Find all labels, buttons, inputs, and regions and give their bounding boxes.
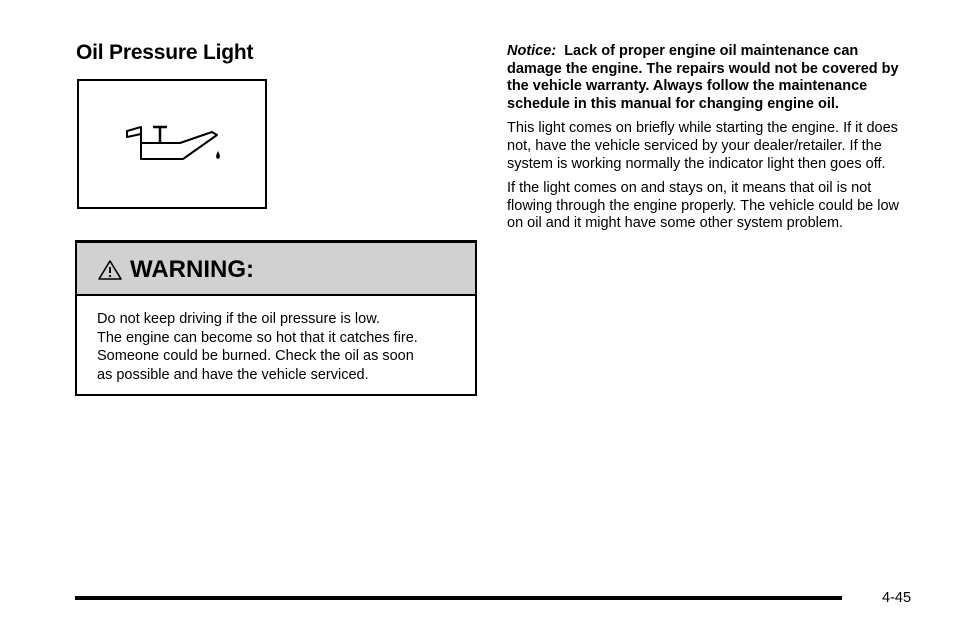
notice-text: Lack of proper engine oil maintenance can damage the engine. The repairs would not be covered by the vehicle warranty. Always follow the maintenance schedule in this manual for changing engine oil. xyxy=(507,43,899,112)
section-title: Oil Pressure Light xyxy=(76,41,254,64)
page-number: 4-45 xyxy=(882,590,912,606)
warning-line: Someone could be burned. Check the oil as soon xyxy=(97,348,414,365)
body-paragraph: If the light comes on and stays on, it means that oil is not flowing through the engine properly. The vehicle could be low on oil and it might have some other system problem. xyxy=(507,180,900,232)
footer-rule xyxy=(75,596,842,600)
warning-title: WARNING: xyxy=(130,256,254,283)
body-paragraph: This light comes on briefly while starting the engine. If it does not, have the vehicle serviced by your dealer/retailer. If the system is working normally the indicator light then goes off. xyxy=(507,120,898,172)
warning-line: The engine can become so hot that it catches fire. xyxy=(97,329,418,346)
body-text-column xyxy=(507,43,907,240)
warning-line: Do not keep driving if the oil pressure is low. xyxy=(97,311,380,327)
oil-pressure-icon-frame xyxy=(77,79,267,209)
oil-can-icon xyxy=(123,125,223,165)
notice-paragraph xyxy=(507,43,907,113)
warning-text xyxy=(97,310,467,385)
warning-line: as possible and have the vehicle serviced. xyxy=(97,367,369,384)
warning-triangle-icon xyxy=(98,260,122,280)
warning-box xyxy=(75,240,477,396)
warning-header xyxy=(77,243,475,296)
notice-label: Notice: xyxy=(507,43,557,59)
